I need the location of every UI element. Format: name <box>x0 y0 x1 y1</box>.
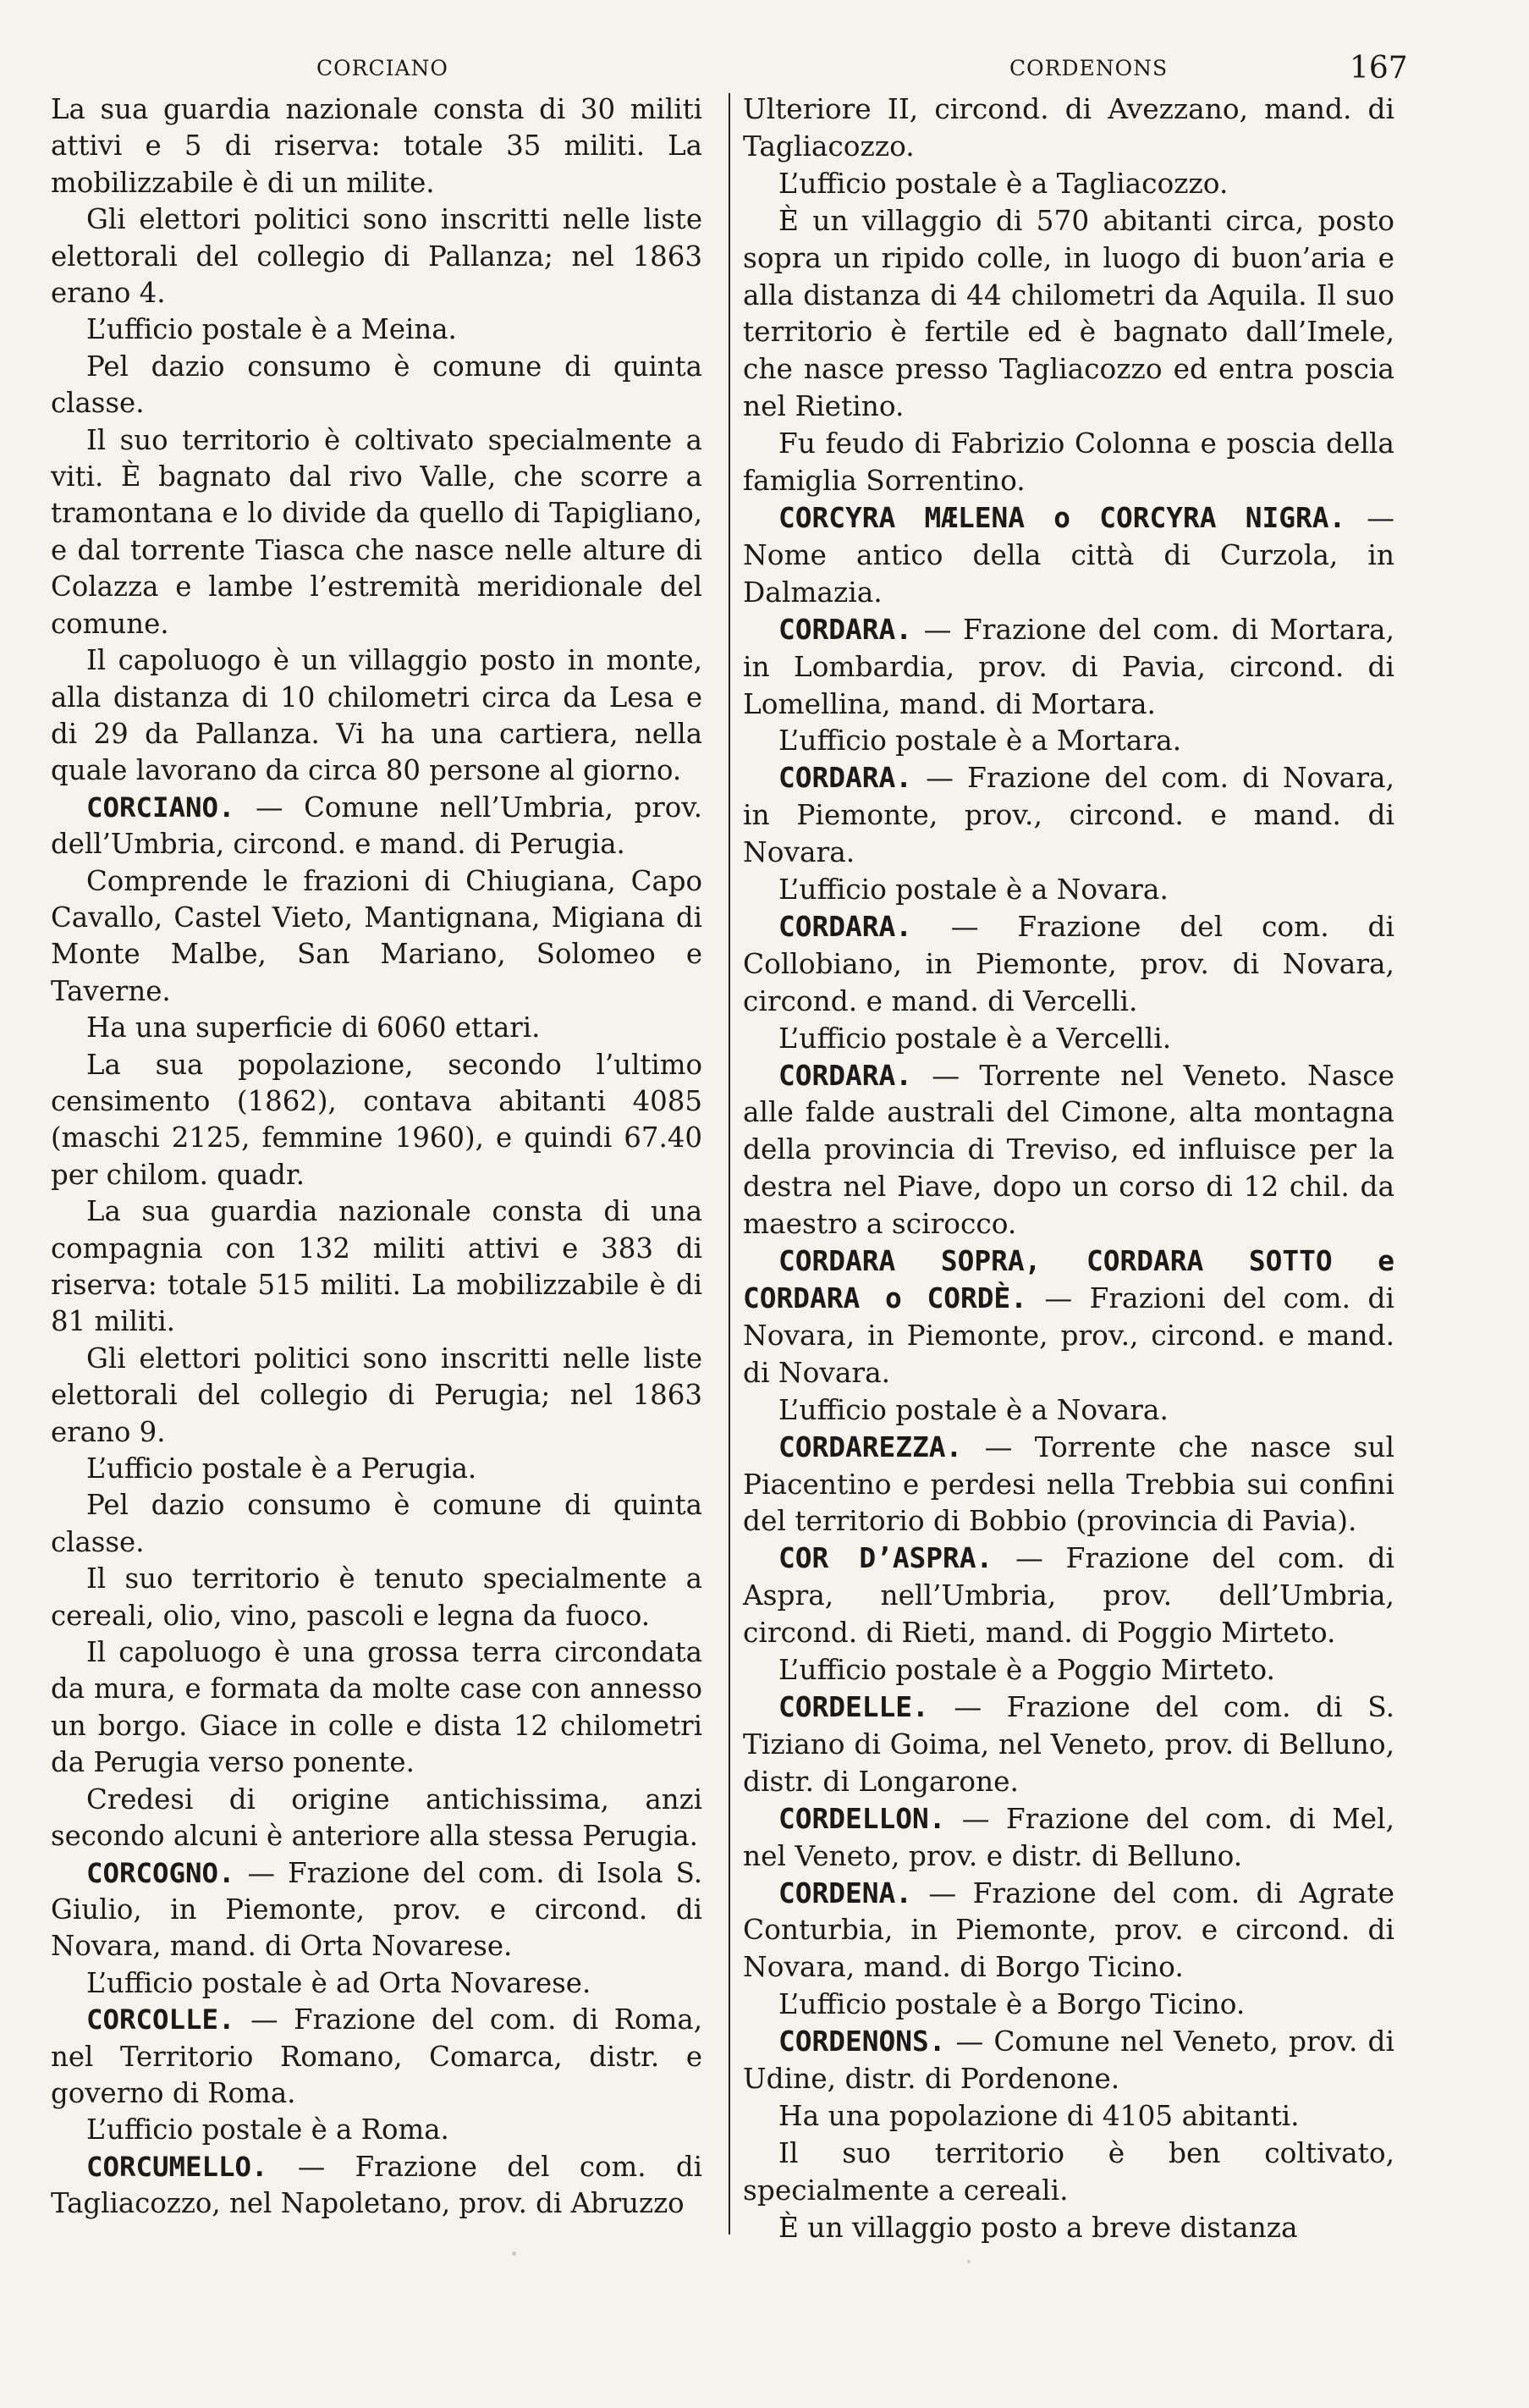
paragraph-text: Gli elettori politici sono inscritti nelle liste elettorali del collegio di Perugia; nel 1863 erano 9. <box>51 1342 702 1448</box>
text-paragraph <box>51 422 702 642</box>
entry-headword: CORDELLON. <box>778 1802 946 1835</box>
text-paragraph <box>743 91 1394 166</box>
entry-headword: CORDARA. <box>778 762 912 795</box>
paragraph-text: — Frazione del com. di Isola S. Giulio, in Piemonte, prov. e circond. di Novara, mand. di Orta Novarese. <box>51 1856 702 1963</box>
entry-paragraph <box>51 790 702 863</box>
right-running-head: CORDENONS <box>1009 56 1169 80</box>
entry-paragraph <box>743 612 1394 724</box>
entry-headword: CORCUMELLO. <box>86 2150 268 2183</box>
paragraph-text: Il capoluogo è una grossa terra circondata da mura, e formata da molte case con annesso un borgo. Giace in colle e dista 12 chilometri da Perugia verso ponente. <box>51 1636 702 1779</box>
entry-paragraph <box>743 1430 1394 1541</box>
paragraph-text: L’ufficio postale è a Novara. <box>778 873 1169 906</box>
entry-headword: CORCIANO. <box>86 791 235 824</box>
entry-paragraph <box>743 500 1394 612</box>
paragraph-text: — Frazione del com. di S. Tiziano di Goima, nel Veneto, prov. di Belluno, distr. di Longarone. <box>743 1690 1394 1798</box>
text-paragraph <box>51 642 702 790</box>
paragraph-text: — Frazione del com. di Mel, nel Veneto, prov. e distr. di Belluno. <box>743 1802 1394 1872</box>
text-paragraph <box>51 1451 702 1487</box>
text-paragraph <box>51 2112 702 2148</box>
text-paragraph <box>51 1561 702 1634</box>
paragraph-text: La sua guardia nazionale consta di una compagnia con 132 militi attivi e 383 di riserva: totale 515 militi. La mobilizzabile è di 81 militi. <box>51 1195 702 1338</box>
paragraph-text: Il suo territorio è tenuto specialmente a cereali, olio, vino, pascoli e legna da fuoco. <box>51 1562 702 1632</box>
paragraph-text: — Frazione del com. di Novara, in Piemonte, prov., circond. e mand. di Novara. <box>743 762 1394 869</box>
text-paragraph <box>743 872 1394 909</box>
paragraph-text: — Frazione del com. di Agrate Conturbia, in Piemonte, prov. e circond. di Novara, mand. di Borgo Ticino. <box>743 1876 1394 1984</box>
right-column <box>743 91 1394 2247</box>
text-paragraph <box>51 311 702 348</box>
text-paragraph <box>51 1782 702 1855</box>
paragraph-text: — Torrente che nasce sul Piacentino e perdesi nella Trebbia sui confini del territorio di Bobbio (provincia di Pavia). <box>743 1430 1394 1538</box>
text-paragraph <box>743 723 1394 760</box>
text-paragraph <box>743 2098 1394 2135</box>
paper-speck <box>512 2251 516 2256</box>
paragraph-text: L’ufficio postale è a Roma. <box>86 2113 449 2146</box>
running-header <box>0 51 1529 90</box>
paragraph-text: — Frazione del com. di Mortara, in Lombardia, prov. di Pavia, circond. di Lomellina, mand. di Mortara. <box>743 613 1394 720</box>
column-divider <box>729 93 730 2234</box>
paragraph-text: L’ufficio postale è a Mortara. <box>778 725 1182 758</box>
text-paragraph <box>51 201 702 311</box>
paragraph-text: — Frazione del com. di Roma, nel Territorio Romano, Comarca, distr. e governo di Roma. <box>51 2003 702 2109</box>
entry-headword: CORDELLE. <box>778 1690 929 1723</box>
text-paragraph <box>51 1193 702 1341</box>
paragraph-text: È un villaggio di 570 abitanti circa, posto sopra un ripido colle, in luogo di buon’aria e alla distanza di 44 chilometri da Aquila. Il suo territorio è fertile ed è bagnato dall’Imele, che nasce presso Tagliacozzo ed entra poscia nel Rietino. <box>743 204 1394 423</box>
entry-paragraph <box>51 2002 702 2112</box>
entry-headword: COR D’ASPRA. <box>778 1542 993 1575</box>
paragraph-text: L’ufficio postale è a Tagliacozzo. <box>778 167 1229 200</box>
text-paragraph <box>743 1986 1394 2024</box>
entry-headword: CORDENONS. <box>778 2025 946 2058</box>
paragraph-text: L’ufficio postale è a Novara. <box>778 1393 1169 1426</box>
paragraph-text: — Frazione del com. di Aspra, nell’Umbria, prov. dell’Umbria, circond. di Rieti, mand. di Poggio Mirteto. <box>743 1542 1394 1650</box>
text-paragraph <box>743 203 1394 426</box>
entry-paragraph <box>743 1689 1394 1801</box>
paragraph-text: L’ufficio postale è a Perugia. <box>86 1452 477 1485</box>
text-paragraph <box>51 1634 702 1782</box>
entry-paragraph <box>743 1876 1394 1987</box>
paragraph-text: L’ufficio postale è a Meina. <box>86 313 457 346</box>
page-number: 167 <box>1350 51 1408 85</box>
left-column <box>51 91 702 2223</box>
entry-paragraph <box>51 2149 702 2223</box>
paragraph-text: L’ufficio postale è a Poggio Mirteto. <box>778 1654 1275 1687</box>
text-paragraph <box>51 863 702 1011</box>
paragraph-text: — Comune nell’Umbria, prov. dell’Umbria, circond. e mand. di Perugia. <box>51 791 702 861</box>
paragraph-text: La sua guardia nazionale consta di 30 militi attivi e 5 di riserva: totale 35 militi. La mobilizzabile è di un milite. <box>51 93 702 199</box>
paragraph-text: — Nome antico della città di Curzola, in Dalmazia. <box>743 501 1394 609</box>
paragraph-text: L’ufficio postale è ad Orta Novarese. <box>86 1966 591 1999</box>
paragraph-text: — Frazioni del com. di Novara, in Piemonte, prov., circond. e mand. di Novara. <box>743 1282 1394 1389</box>
text-paragraph <box>743 1392 1394 1430</box>
paragraph-text: L’ufficio postale è a Vercelli. <box>778 1022 1172 1055</box>
entry-headword: CORDARA SOPRA, CORDARA SOTTO e CORDARA o CORDÈ. <box>743 1245 1394 1314</box>
text-paragraph <box>743 1021 1394 1058</box>
text-paragraph <box>51 349 702 422</box>
paragraph-text: Il capoluogo è un villaggio posto in monte, alla distanza di 10 chilometri circa da Lesa e di 29 da Pallanza. Vi ha una cartiera, nella quale lavorano da circa 80 persone al giorno. <box>51 644 702 787</box>
paragraph-text: Gli elettori politici sono inscritti nelle liste elettorali del collegio di Pallanza; nel 1863 erano 4. <box>51 203 702 310</box>
entry-paragraph <box>743 1058 1394 1244</box>
entry-headword: CORDENA. <box>778 1876 912 1909</box>
paragraph-text: Il suo territorio è ben coltivato, specialmente a cereali. <box>743 2136 1394 2207</box>
paragraph-text: Ulteriore II, circond. di Avezzano, mand. di Tagliacozzo. <box>743 93 1394 163</box>
paragraph-text: — Torrente nel Veneto. Nasce alle falde australi del Cimone, alta montagna della provincia di Treviso, ed influisce per la destra nel Piave, dopo un corso di 12 chil. da maestro a scirocco. <box>743 1059 1394 1241</box>
paragraph-text: Comprende le frazioni di Chiugiana, Capo Cavallo, Castel Vieto, Mantignana, Migiana di Monte Malbe, San Mariano, Solomeo e Taverne. <box>51 864 702 1007</box>
entry-paragraph <box>743 760 1394 872</box>
paragraph-text: La sua popolazione, secondo l’ultimo censimento (1862), contava abitanti 4085 (maschi 2125, femmine 1960), e quindi 67.40 per chilom. quadr. <box>51 1048 702 1191</box>
paragraph-text: L’ufficio postale è a Borgo Ticino. <box>778 1988 1246 2021</box>
entry-headword: CORCYRA MÆLENA o CORCYRA NIGRA. <box>778 501 1346 534</box>
paragraph-text: — Frazione del com. di Collobiano, in Piemonte, prov. di Novara, circond. e mand. di Vercelli. <box>743 910 1394 1017</box>
paragraph-text: Credesi di origine antichissima, anzi secondo alcuni è anteriore alla stessa Perugia. <box>51 1783 702 1853</box>
paragraph-text: Fu feudo di Fabrizio Colonna e poscia della famiglia Sorrentino. <box>743 427 1394 498</box>
text-paragraph <box>743 1652 1394 1689</box>
text-paragraph <box>51 1010 702 1046</box>
entry-headword: CORCOGNO. <box>86 1856 235 1889</box>
entry-headword: CORDARA. <box>778 613 912 646</box>
entry-paragraph <box>743 1243 1394 1392</box>
entry-paragraph <box>743 1540 1394 1652</box>
text-paragraph <box>51 1965 702 2002</box>
paragraph-text: — Frazione del com. di Tagliacozzo, nel Napoletano, prov. di Abruzzo <box>51 2150 702 2220</box>
paragraph-text: Il suo territorio è coltivato specialmente a viti. È bagnato dal rivo Valle, che scorre a tramontana e lo divide da quello di Tapigliano, e dal torrente Tiasca che nasce nelle alture di Colazza e lambe l’estremità meridionale del comune. <box>51 423 702 640</box>
left-running-head: CORCIANO <box>316 56 448 80</box>
paragraph-text: Pel dazio consumo è comune di quinta classe. <box>51 1489 702 1558</box>
text-paragraph <box>51 1047 702 1194</box>
text-paragraph <box>743 2135 1394 2210</box>
paragraph-text: Ha una superficie di 6060 ettari. <box>86 1011 541 1044</box>
entry-paragraph <box>743 1801 1394 1876</box>
text-paragraph <box>743 426 1394 500</box>
paper-speck <box>967 2260 971 2263</box>
paragraph-text: È un villaggio posto a breve distanza <box>778 2211 1298 2244</box>
paragraph-text: — Comune nel Veneto, prov. di Udine, distr. di Pordenone. <box>743 2025 1394 2096</box>
entry-headword: CORCOLLE. <box>86 2003 235 2036</box>
entry-paragraph <box>743 2024 1394 2098</box>
text-paragraph <box>51 1341 702 1451</box>
text-paragraph <box>743 2210 1394 2247</box>
entry-paragraph <box>743 909 1394 1021</box>
paragraph-text: Pel dazio consumo è comune di quinta classe. <box>51 350 702 420</box>
text-paragraph <box>51 1487 702 1561</box>
entry-headword: CORDARA. <box>778 910 912 943</box>
paragraph-text: Ha una popolazione di 4105 abitanti. <box>778 2099 1300 2132</box>
entry-headword: CORDARA. <box>778 1059 912 1092</box>
text-paragraph <box>743 166 1394 203</box>
entry-headword: CORDAREZZA. <box>778 1430 963 1463</box>
entry-paragraph <box>51 1855 702 1965</box>
text-paragraph <box>51 91 702 201</box>
